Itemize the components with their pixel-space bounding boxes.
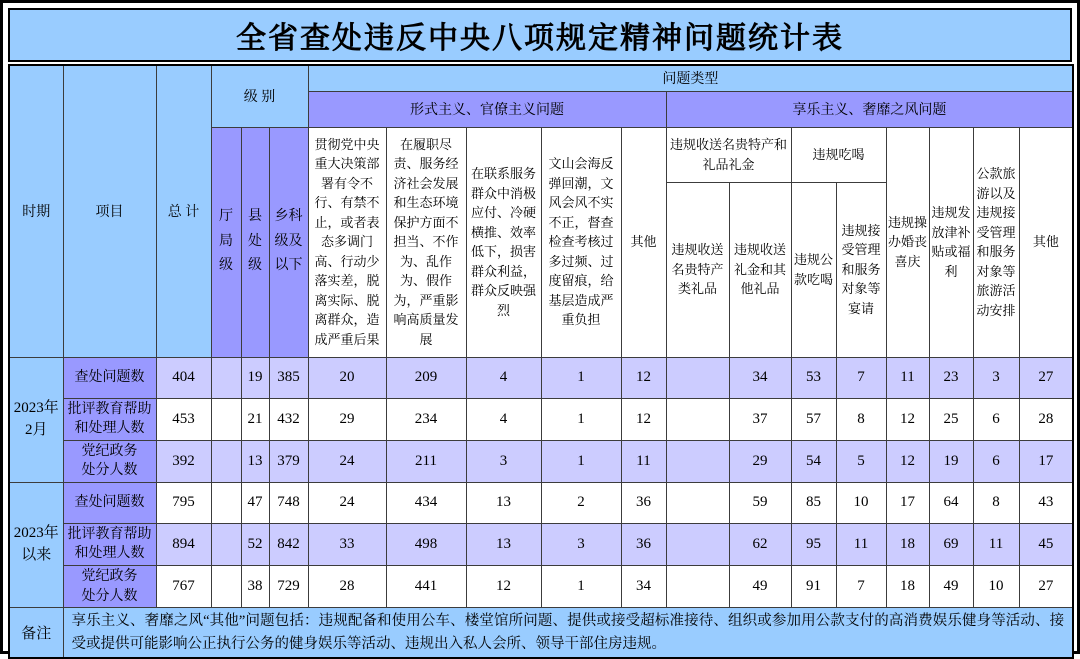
meal-col-header-2: 违规接受管理和服务对象等宴请 <box>836 182 886 357</box>
value-cell: 1 <box>541 566 621 608</box>
item-cell <box>63 357 156 398</box>
value-cell: 54 <box>791 440 836 482</box>
value-cell: 49 <box>729 566 791 608</box>
value-cell: 379 <box>269 440 308 482</box>
value-cell: 748 <box>269 482 308 523</box>
formalism-col-header-other: 其他 <box>621 127 666 357</box>
item-cell <box>63 482 156 523</box>
table-row <box>9 566 1073 608</box>
table-title: 全省查处违反中央八项规定精神问题统计表 <box>8 8 1072 62</box>
value-cell: 1 <box>541 398 621 440</box>
hedonism-col-header-other: 其他 <box>1019 127 1073 357</box>
problem-type-header: 问题类型 <box>308 65 1073 91</box>
value-cell: 47 <box>241 482 269 523</box>
hedonism-col-header-wedding: 违规操办婚丧喜庆 <box>886 127 929 357</box>
value-cell: 894 <box>156 523 211 565</box>
value-cell: 441 <box>386 566 466 608</box>
value-cell: 13 <box>241 440 269 482</box>
value-cell: 18 <box>886 523 929 565</box>
formalism-col-header-1: 贯彻党中央重大决策部署有令不行、有禁不止，或者表态多调门高、行动少落实差，脱离实际、脱离群众，造成严重后果 <box>308 127 386 357</box>
hedonism-group-header: 享乐主义、奢靡之风问题 <box>666 91 1073 127</box>
value-cell: 23 <box>929 357 973 398</box>
item-line: 处分人数 <box>81 463 138 479</box>
item-line: 党纪政务 <box>81 443 138 459</box>
value-cell: 795 <box>156 482 211 523</box>
value-cell: 392 <box>156 440 211 482</box>
item-line: 查处问题数 <box>74 369 145 385</box>
value-cell: 4 <box>466 398 541 440</box>
value-cell: 10 <box>973 566 1019 608</box>
statistics-table <box>8 64 1074 659</box>
level-col-header-ting: 厅局级 <box>211 127 241 357</box>
value-cell: 4 <box>466 357 541 398</box>
item-line: 和处理人数 <box>74 421 145 437</box>
value-cell: 10 <box>836 482 886 523</box>
value-cell: 5 <box>836 440 886 482</box>
value-cell: 453 <box>156 398 211 440</box>
gift-group-header: 违规收送名贵特产和礼品礼金 <box>666 127 791 182</box>
value-cell: 91 <box>791 566 836 608</box>
value-cell: 1 <box>541 440 621 482</box>
item-header: 项目 <box>63 65 156 357</box>
value-cell: 729 <box>269 566 308 608</box>
value-cell: 12 <box>621 357 666 398</box>
value-cell: 434 <box>386 482 466 523</box>
value-cell: 7 <box>836 566 886 608</box>
table-row <box>9 398 1073 440</box>
value-cell: 64 <box>929 482 973 523</box>
value-cell: 49 <box>929 566 973 608</box>
item-line: 查处问题数 <box>74 495 145 511</box>
value-cell: 2 <box>541 482 621 523</box>
value-cell: 38 <box>241 566 269 608</box>
value-cell: 12 <box>886 398 929 440</box>
table-row <box>9 523 1073 565</box>
item-line: 和处理人数 <box>74 546 145 562</box>
period-line: 2023年 <box>13 525 59 542</box>
value-cell: 53 <box>791 357 836 398</box>
item-line: 批评教育帮助 <box>67 526 152 542</box>
value-cell: 842 <box>269 523 308 565</box>
value-cell: 3 <box>466 440 541 482</box>
table-row <box>9 357 1073 398</box>
value-cell: 234 <box>386 398 466 440</box>
item-line: 处分人数 <box>81 588 138 604</box>
formalism-col-header-3: 在联系服务群众中消极应付、冷硬横推、效率低下，损害群众利益，群众反映强烈 <box>466 127 541 357</box>
period-cell <box>9 357 63 482</box>
period-line: 2月 <box>24 421 48 438</box>
item-line: 批评教育帮助 <box>67 401 152 417</box>
value-cell <box>666 482 729 523</box>
value-cell: 12 <box>466 566 541 608</box>
value-cell: 498 <box>386 523 466 565</box>
value-cell: 1 <box>541 357 621 398</box>
value-cell: 432 <box>269 398 308 440</box>
value-cell: 11 <box>973 523 1019 565</box>
value-cell: 7 <box>836 357 886 398</box>
value-cell <box>211 398 241 440</box>
value-cell: 45 <box>1019 523 1073 565</box>
value-cell: 27 <box>1019 566 1073 608</box>
value-cell: 3 <box>541 523 621 565</box>
value-cell: 17 <box>1019 440 1073 482</box>
header-row-1 <box>9 65 1073 91</box>
value-cell: 34 <box>621 566 666 608</box>
value-cell: 28 <box>1019 398 1073 440</box>
table-row <box>9 482 1073 523</box>
value-cell: 767 <box>156 566 211 608</box>
item-cell <box>63 440 156 482</box>
value-cell: 211 <box>386 440 466 482</box>
period-cell <box>9 482 63 607</box>
value-cell <box>211 357 241 398</box>
value-cell: 11 <box>836 523 886 565</box>
value-cell: 33 <box>308 523 386 565</box>
formalism-group-header: 形式主义、官僚主义问题 <box>308 91 666 127</box>
value-cell: 57 <box>791 398 836 440</box>
value-cell: 17 <box>886 482 929 523</box>
value-cell <box>666 398 729 440</box>
value-cell: 69 <box>929 523 973 565</box>
period-line: 2023年 <box>13 399 59 416</box>
value-cell: 24 <box>308 482 386 523</box>
meal-col-header-1: 违规公款吃喝 <box>791 182 836 357</box>
total-header: 总 计 <box>156 65 211 357</box>
value-cell: 20 <box>308 357 386 398</box>
meal-group-header: 违规吃喝 <box>791 127 886 182</box>
remark-text: 享乐主义、奢靡之风“其他”问题包括：违规配备和使用公车、楼堂馆所问题、提供或接受超标准接待、组织或参加用公款支付的高消费娱乐健身等活动、接受或提供可能影响公正执行公务的健身娱乐等活动、违规出入私人会所、领导干部住房违规。 <box>63 608 1073 658</box>
value-cell: 36 <box>621 523 666 565</box>
value-cell <box>666 440 729 482</box>
value-cell: 59 <box>729 482 791 523</box>
value-cell: 209 <box>386 357 466 398</box>
value-cell <box>666 357 729 398</box>
value-cell: 27 <box>1019 357 1073 398</box>
level-col-header-xian: 县处级 <box>241 127 269 357</box>
item-cell <box>63 566 156 608</box>
value-cell: 3 <box>973 357 1019 398</box>
value-cell: 8 <box>836 398 886 440</box>
value-cell: 36 <box>621 482 666 523</box>
value-cell: 11 <box>886 357 929 398</box>
formalism-col-header-2: 在履职尽责、服务经济社会发展和生态环境保护方面不担当、不作为、乱作为、假作为，严重影响高质量发展 <box>386 127 466 357</box>
value-cell <box>211 566 241 608</box>
hedonism-col-header-subsidy: 违规发放津补贴或福利 <box>929 127 973 357</box>
value-cell: 8 <box>973 482 1019 523</box>
value-cell: 19 <box>929 440 973 482</box>
value-cell: 29 <box>729 440 791 482</box>
value-cell: 85 <box>791 482 836 523</box>
remark-row <box>9 608 1073 658</box>
gift-col-header-1: 违规收送名贵特产类礼品 <box>666 182 729 357</box>
item-line: 党纪政务 <box>81 569 138 585</box>
value-cell: 37 <box>729 398 791 440</box>
value-cell: 12 <box>886 440 929 482</box>
value-cell <box>211 523 241 565</box>
period-header: 时期 <box>9 65 63 357</box>
value-cell: 24 <box>308 440 386 482</box>
value-cell: 12 <box>621 398 666 440</box>
value-cell: 404 <box>156 357 211 398</box>
value-cell: 11 <box>621 440 666 482</box>
value-cell: 95 <box>791 523 836 565</box>
value-cell: 21 <box>241 398 269 440</box>
remark-label: 备注 <box>9 608 63 658</box>
value-cell: 13 <box>466 482 541 523</box>
value-cell: 385 <box>269 357 308 398</box>
value-cell: 52 <box>241 523 269 565</box>
value-cell <box>211 440 241 482</box>
formalism-col-header-4: 文山会海反弹回潮，文风会风不实不正，督查检查考核过多过频、过度留痕，给基层造成严重负担 <box>541 127 621 357</box>
value-cell: 19 <box>241 357 269 398</box>
value-cell <box>211 482 241 523</box>
value-cell <box>666 566 729 608</box>
table-row <box>9 440 1073 482</box>
value-cell: 6 <box>973 440 1019 482</box>
value-cell: 25 <box>929 398 973 440</box>
value-cell: 28 <box>308 566 386 608</box>
value-cell: 13 <box>466 523 541 565</box>
value-cell: 62 <box>729 523 791 565</box>
value-cell <box>666 523 729 565</box>
value-cell: 18 <box>886 566 929 608</box>
hedonism-col-header-travel: 公款旅游以及违规接受管理和服务对象等旅游活动安排 <box>973 127 1019 357</box>
value-cell: 6 <box>973 398 1019 440</box>
gift-col-header-2: 违规收送礼金和其他礼品 <box>729 182 791 357</box>
item-cell <box>63 398 156 440</box>
level-col-header-xiang: 乡科级及以下 <box>269 127 308 357</box>
value-cell: 29 <box>308 398 386 440</box>
item-cell <box>63 523 156 565</box>
value-cell: 43 <box>1019 482 1073 523</box>
period-line: 以来 <box>21 547 52 564</box>
level-header: 级 别 <box>211 65 308 127</box>
value-cell: 34 <box>729 357 791 398</box>
